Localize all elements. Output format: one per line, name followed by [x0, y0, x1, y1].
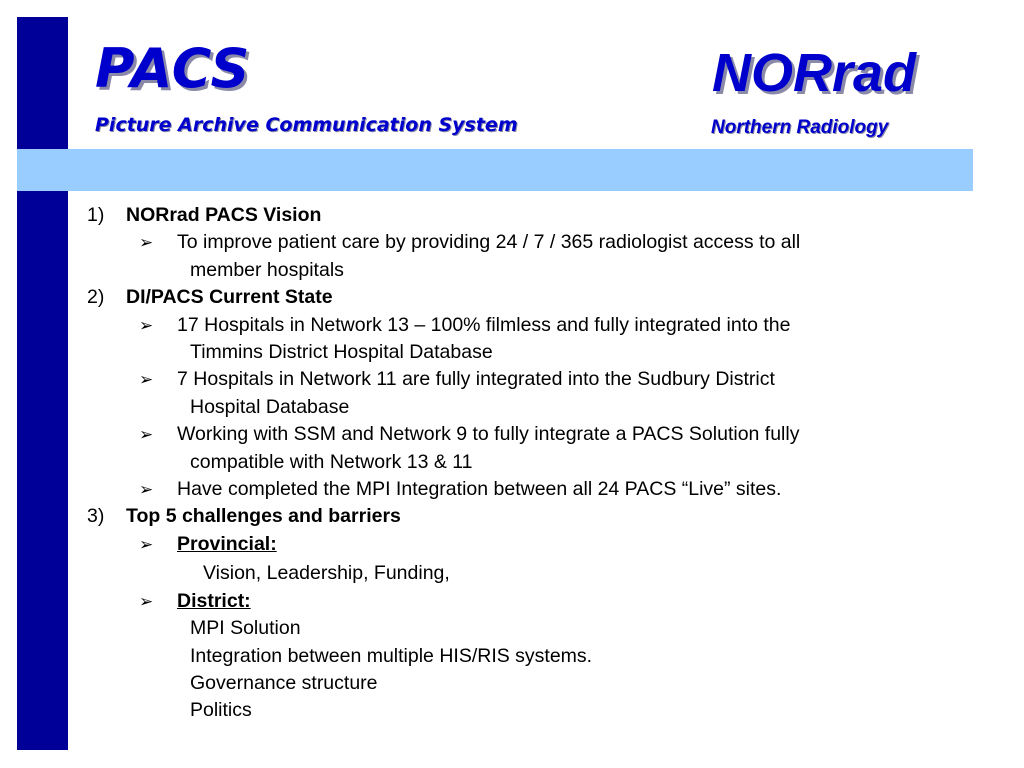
slide-body [87, 202, 967, 725]
arrow-bullet-icon: ➢ [139, 233, 154, 253]
header-band [17, 149, 973, 191]
section-heading: Top 5 challenges and barriers [126, 505, 401, 528]
list-item-district [139, 588, 967, 615]
bullet-text: 7 Hospitals in Network 11 are fully integrated into the Sudbury District [177, 368, 775, 391]
section-number: 3) [87, 505, 105, 528]
norrad-subtitle: Northern Radiology [711, 117, 889, 138]
district-item: Governance structure [190, 671, 378, 694]
bullet-text: To improve patient care by providing 24 / 7 / 365 radiologist access to all [177, 231, 801, 254]
arrow-bullet-icon: ➢ [139, 315, 154, 335]
left-accent-bar [17, 17, 68, 750]
section-heading: NORrad PACS Vision [126, 204, 322, 226]
district-item: MPI Solution [190, 617, 301, 640]
arrow-bullet-icon: ➢ [139, 534, 154, 554]
bullet-text: 17 Hospitals in Network 13 – 100% filmless and fully integrated into the [177, 313, 791, 336]
section-challenges [87, 503, 967, 530]
list-item [139, 476, 967, 503]
arrow-bullet-icon: ➢ [139, 425, 154, 445]
section-heading: DI/PACS Current State [126, 286, 333, 309]
list-item-provincial [139, 531, 967, 558]
norrad-title: NORrad [712, 43, 917, 103]
section-number: 2) [87, 286, 105, 309]
bullet-text-continued: member hospitals [190, 258, 344, 281]
bullet-text-continued: compatible with Network 13 & 11 [190, 450, 473, 473]
section-vision [87, 202, 967, 229]
list-item [139, 312, 967, 367]
arrow-bullet-icon: ➢ [139, 591, 154, 611]
arrow-bullet-icon: ➢ [139, 370, 154, 390]
bullet-text-continued: Timmins District Hospital Database [190, 341, 493, 364]
list-item [139, 229, 967, 284]
pacs-subtitle: Picture Archive Communication System [95, 114, 518, 136]
bullet-text-continued: Hospital Database [190, 395, 350, 418]
provincial-detail: Vision, Leadership, Funding, [203, 562, 450, 585]
district-item: Integration between multiple HIS/RIS systems. [190, 644, 593, 667]
list-item [139, 421, 967, 476]
section-number: 1) [87, 204, 105, 226]
arrow-bullet-icon: ➢ [139, 480, 154, 500]
bullet-text: Working with SSM and Network 9 to fully integrate a PACS Solution fully [177, 423, 800, 446]
provincial-label: Provincial: [177, 532, 277, 555]
district-label: District: [177, 589, 251, 612]
section-current-state [87, 284, 967, 311]
district-item: Politics [190, 699, 252, 722]
pacs-title: PACS [95, 37, 251, 100]
bullet-text: Have completed the MPI Integration between all 24 PACS “Live” sites. [177, 478, 782, 501]
list-item [139, 366, 967, 421]
